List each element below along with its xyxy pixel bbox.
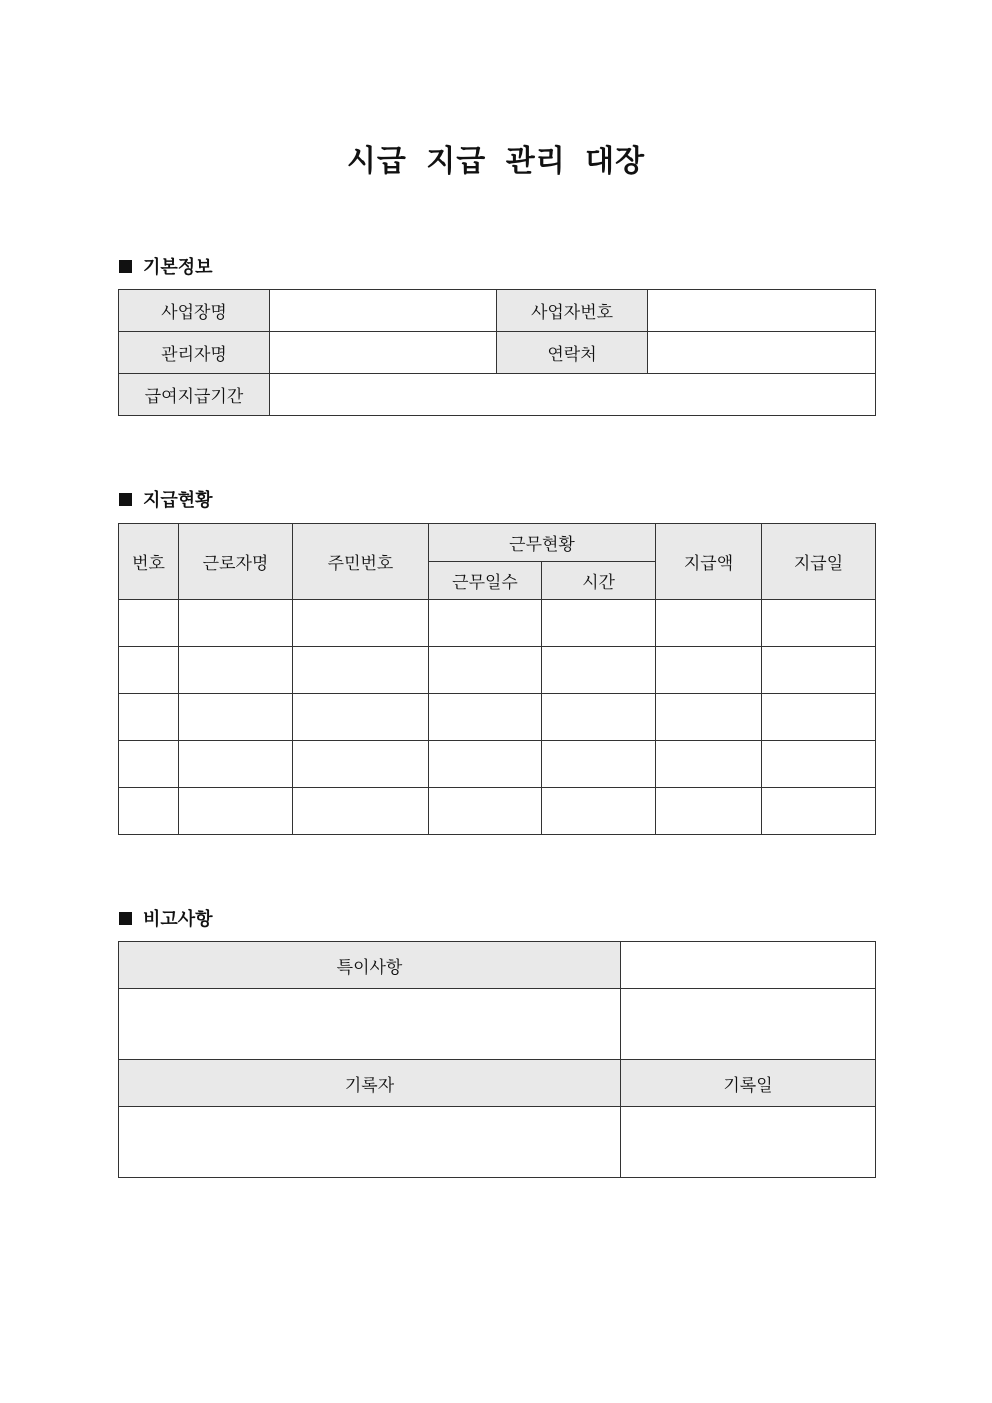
section-heading-basic-info <box>119 253 213 279</box>
cell-pay-date[interactable] <box>762 741 876 788</box>
cell-pay-date[interactable] <box>762 600 876 647</box>
section-heading-payment-status <box>119 486 213 512</box>
cell-pay-date[interactable] <box>762 694 876 741</box>
cell-hours[interactable] <box>542 647 656 694</box>
table-row <box>119 741 876 788</box>
header-amount: 지급액 <box>656 524 762 600</box>
remarks-table <box>118 941 876 1178</box>
section-heading-label: 기본정보 <box>143 257 213 278</box>
cell-worker-name[interactable] <box>179 694 293 741</box>
business-number-label: 사업자번호 <box>497 290 648 332</box>
manager-name-field[interactable] <box>270 332 497 374</box>
section-heading-label: 비고사항 <box>143 909 213 930</box>
section-heading-label: 지급현황 <box>143 490 213 511</box>
header-work-status: 근무현황 <box>429 524 656 562</box>
cell-resident-number[interactable] <box>293 600 429 647</box>
section-heading-remarks <box>119 905 213 931</box>
cell-worker-name[interactable] <box>179 741 293 788</box>
square-bullet-icon <box>119 912 132 925</box>
cell-resident-number[interactable] <box>293 694 429 741</box>
cell-amount[interactable] <box>656 694 762 741</box>
header-worker-name: 근로자명 <box>179 524 293 600</box>
cell-worker-name[interactable] <box>179 788 293 835</box>
cell-amount[interactable] <box>656 741 762 788</box>
table-row <box>119 694 876 741</box>
cell-amount[interactable] <box>656 600 762 647</box>
contact-label: 연락처 <box>497 332 648 374</box>
cell-hours[interactable] <box>542 600 656 647</box>
special-notes-field[interactable] <box>119 989 621 1060</box>
cell-resident-number[interactable] <box>293 741 429 788</box>
cell-work-days[interactable] <box>429 647 542 694</box>
cell-worker-name[interactable] <box>179 647 293 694</box>
cell-pay-date[interactable] <box>762 647 876 694</box>
special-notes-label: 특이사항 <box>119 942 621 989</box>
pay-period-field[interactable] <box>270 374 876 416</box>
cell-number[interactable] <box>119 647 179 694</box>
cell-hours[interactable] <box>542 788 656 835</box>
manager-name-label: 관리자명 <box>119 332 270 374</box>
cell-number[interactable] <box>119 741 179 788</box>
cell-work-days[interactable] <box>429 600 542 647</box>
special-notes-extra-field[interactable] <box>621 989 876 1060</box>
basic-info-table <box>118 289 876 416</box>
cell-number[interactable] <box>119 788 179 835</box>
business-name-field[interactable] <box>270 290 497 332</box>
header-hours: 시간 <box>542 562 656 600</box>
cell-hours[interactable] <box>542 741 656 788</box>
cell-resident-number[interactable] <box>293 788 429 835</box>
table-row <box>119 788 876 835</box>
header-number: 번호 <box>119 524 179 600</box>
document-title: 시급 지급 관리 대장 <box>346 144 646 179</box>
payment-status-table <box>118 523 876 835</box>
record-date-field[interactable] <box>621 1107 876 1178</box>
table-row <box>119 600 876 647</box>
cell-hours[interactable] <box>542 694 656 741</box>
recorder-label: 기록자 <box>119 1060 621 1107</box>
cell-amount[interactable] <box>656 788 762 835</box>
pay-period-label: 급여지급기간 <box>119 374 270 416</box>
cell-number[interactable] <box>119 694 179 741</box>
business-name-label: 사업장명 <box>119 290 270 332</box>
square-bullet-icon <box>119 493 132 506</box>
cell-resident-number[interactable] <box>293 647 429 694</box>
contact-field[interactable] <box>648 332 876 374</box>
cell-work-days[interactable] <box>429 788 542 835</box>
cell-pay-date[interactable] <box>762 788 876 835</box>
business-number-field[interactable] <box>648 290 876 332</box>
header-resident-number: 주민번호 <box>293 524 429 600</box>
table-row <box>119 647 876 694</box>
special-notes-side-field[interactable] <box>621 942 876 989</box>
cell-amount[interactable] <box>656 647 762 694</box>
header-work-days: 근무일수 <box>429 562 542 600</box>
cell-work-days[interactable] <box>429 694 542 741</box>
cell-number[interactable] <box>119 600 179 647</box>
recorder-field[interactable] <box>119 1107 621 1178</box>
square-bullet-icon <box>119 260 132 273</box>
cell-work-days[interactable] <box>429 741 542 788</box>
record-date-label: 기록일 <box>621 1060 876 1107</box>
header-pay-date: 지급일 <box>762 524 876 600</box>
cell-worker-name[interactable] <box>179 600 293 647</box>
